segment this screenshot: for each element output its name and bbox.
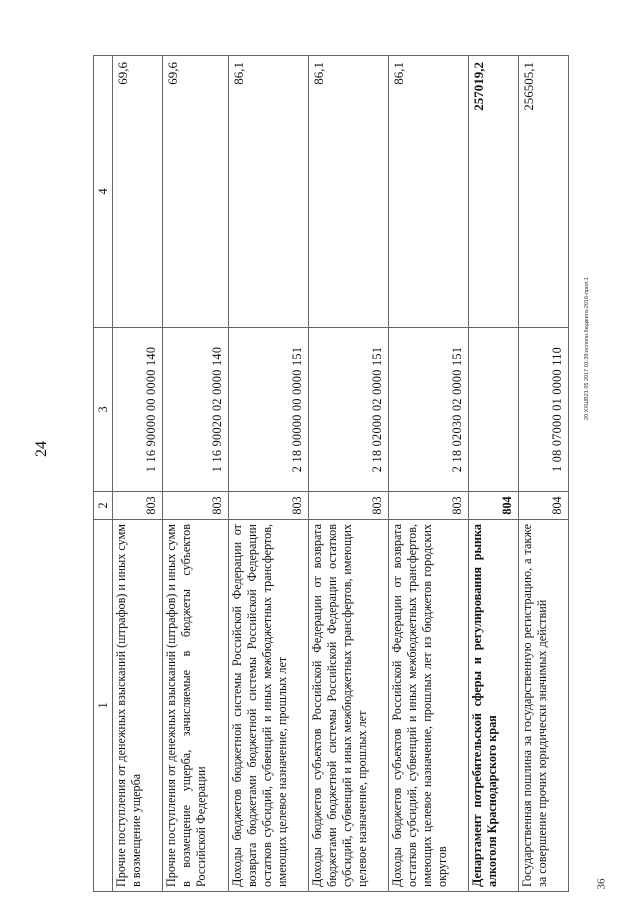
row-code: 803: [163, 492, 229, 520]
header-col-3: 3: [94, 328, 113, 492]
row-description: Государственная пошлина за государственную регистрацию, а также за совершение прочих юридически значимых действий: [519, 520, 569, 892]
revenue-table: [93, 55, 569, 892]
table-row: [389, 56, 469, 892]
row-description: Прочие поступления от денежных взысканий (штрафов) и иных сумм в возмещение ущерба, зачисляемые в бюджеты субъектов Российской Федерации: [163, 520, 229, 892]
table-row: [469, 56, 519, 892]
row-description: Прочие поступления от денежных взысканий (штрафов) и иных сумм в возмещение ущерба: [113, 520, 163, 892]
row-description: Департамент потребительской сферы и регулирования рынка алкоголя Краснодарского края: [469, 520, 519, 892]
row-code: 803: [113, 492, 163, 520]
table-row: [309, 56, 389, 892]
table-row: [113, 56, 163, 892]
page-number: 24: [33, 441, 50, 457]
row-amount: 86,1: [389, 56, 469, 328]
header-col-1: 1: [94, 520, 113, 892]
row-description: Доходы бюджетов субъектов Российской Федерации от возврата бюджетами бюджетной системы Российской Федерации остатков субсидий, субвенций и иных межбюджетных трансфертов, имеющих целевое назначение, прошлых лет: [309, 520, 389, 892]
row-amount: 257019,2: [469, 56, 519, 328]
row-code: 804: [519, 492, 569, 520]
row-amount: 69,6: [163, 56, 229, 328]
table-header-row: [94, 56, 113, 892]
rotated-table-container: [93, 56, 600, 892]
file-path-footnote: 20 ХХШВ21 05 2017 01:39:исполн.бюджета-2016-прил.1: [584, 277, 590, 420]
header-col-4: 4: [94, 56, 113, 328]
row-amount: 69,6: [113, 56, 163, 328]
row-kbk: 1 08 07000 01 0000 110: [519, 328, 569, 492]
corner-mark: 36: [595, 878, 608, 890]
table-row: [229, 56, 309, 892]
header-col-2: 2: [94, 492, 113, 520]
row-kbk: 2 18 00000 00 0000 151: [229, 328, 309, 492]
table-row: [519, 56, 569, 892]
row-code: 803: [309, 492, 389, 520]
row-code: 803: [389, 492, 469, 520]
row-kbk: 1 16 90020 02 0000 140: [163, 328, 229, 492]
row-amount: 86,1: [309, 56, 389, 328]
row-code: 804: [469, 492, 519, 520]
table-row: [163, 56, 229, 892]
row-kbk: 2 18 02000 02 0000 151: [309, 328, 389, 492]
row-amount: 86,1: [229, 56, 309, 328]
row-description: Доходы бюджетов бюджетной системы Российской Федерации от возврата бюджетами бюджетной системы Российской Федерации остатков субсидий, субвенций и иных межбюджетных трансфертов, имеющих целевое назначение, прошлых лет: [229, 520, 309, 892]
row-amount: 256505,1: [519, 56, 569, 328]
row-kbk: 2 18 02030 02 0000 151: [389, 328, 469, 492]
row-description: Доходы бюджетов субъектов Российской Федерации от возврата остатков субсидий, субвенций и иных межбюджетных трансфертов, имеющих целевое назначение, прошлых лет из бюджетов городских округов: [389, 520, 469, 892]
row-code: 803: [229, 492, 309, 520]
row-kbk: [469, 328, 519, 492]
row-kbk: 1 16 90000 00 0000 140: [113, 328, 163, 492]
